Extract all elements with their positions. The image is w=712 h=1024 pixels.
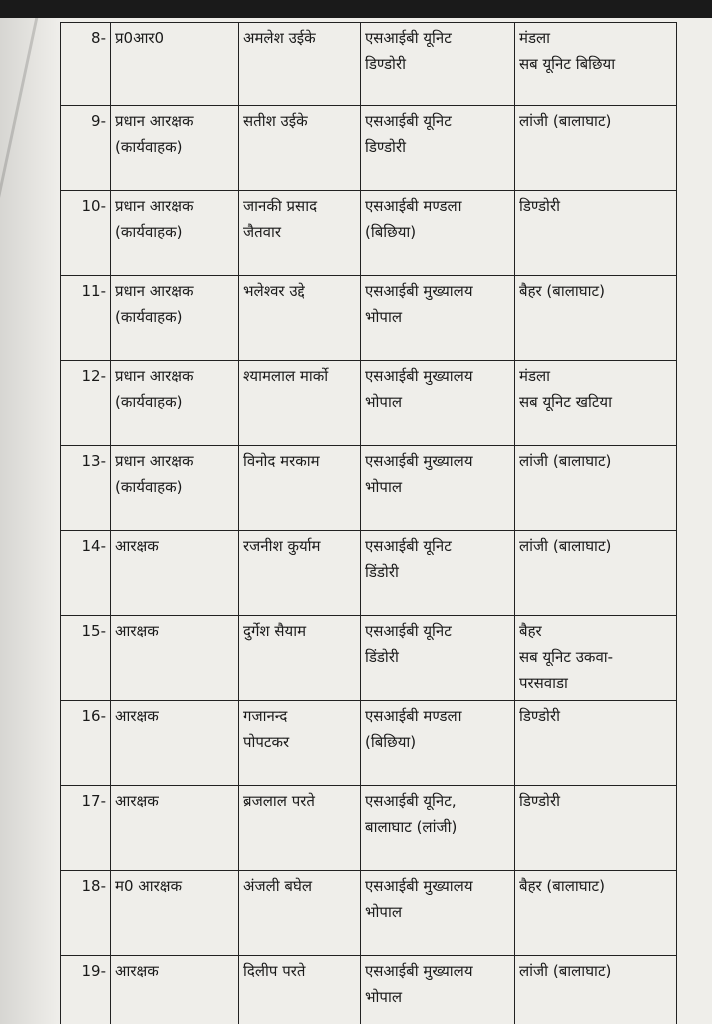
- from-text: एसआईबी मण्डला: [365, 197, 462, 215]
- rank-cell: [111, 191, 239, 276]
- rank-cell: [111, 531, 239, 616]
- from-text: डिण्डोरी: [365, 55, 406, 73]
- transfer-table-body: [61, 23, 677, 1024]
- table-row: [61, 616, 677, 701]
- to-cell: [515, 531, 677, 616]
- rank-text: प्र0आर0: [115, 29, 165, 47]
- serial-number-cell: [61, 446, 111, 531]
- table-row: [61, 361, 677, 446]
- serial-number: 17-: [81, 792, 106, 810]
- from-text: एसआईबी यूनिट: [365, 29, 452, 47]
- serial-number-cell: [61, 786, 111, 871]
- serial-number-cell: [61, 531, 111, 616]
- serial-number: 8-: [91, 29, 106, 47]
- rank-text: आरक्षक: [115, 537, 159, 555]
- to-cell: [515, 361, 677, 446]
- rank-cell: [111, 276, 239, 361]
- name-text: अंजली बघेल: [243, 877, 313, 895]
- from-text: (बिछिया): [365, 733, 417, 751]
- name-text: जानकी प्रसाद: [243, 197, 318, 215]
- from-text: डिंडोरी: [365, 563, 399, 581]
- serial-number-cell: [61, 106, 111, 191]
- to-text: सब यूनिट उकवा-: [519, 648, 614, 666]
- name-cell: [239, 191, 361, 276]
- from-text: एसआईबी यूनिट,: [365, 792, 457, 810]
- serial-number: 11-: [81, 282, 106, 300]
- from-cell: [361, 616, 515, 701]
- rank-text: (कार्यवाहक): [115, 223, 183, 241]
- from-cell: [361, 446, 515, 531]
- name-cell: [239, 531, 361, 616]
- from-text: एसआईबी मुख्यालय: [365, 877, 473, 895]
- table-row: [61, 23, 677, 106]
- rank-text: म0 आरक्षक: [115, 877, 183, 895]
- to-text: सब यूनिट बिछिया: [519, 55, 616, 73]
- table-row: [61, 701, 677, 786]
- rank-cell: [111, 106, 239, 191]
- from-text: एसआईबी यूनिट: [365, 622, 452, 640]
- table-row: [61, 191, 677, 276]
- table-row: [61, 956, 677, 1024]
- from-text: (बिछिया): [365, 223, 417, 241]
- top-bar: [0, 0, 712, 18]
- to-text: बैहर: [519, 622, 542, 640]
- name-text: भलेश्वर उद्दे: [243, 282, 305, 300]
- to-text: लांजी (बालाघाट): [519, 452, 612, 470]
- transfer-table: [60, 22, 677, 1024]
- rank-cell: [111, 956, 239, 1024]
- name-text: अमलेश उईके: [243, 29, 316, 47]
- to-text: लांजी (बालाघाट): [519, 112, 612, 130]
- name-cell: [239, 106, 361, 191]
- from-text: भोपाल: [365, 903, 403, 921]
- to-cell: [515, 956, 677, 1024]
- serial-number: 14-: [81, 537, 106, 555]
- rank-text: प्रधान आरक्षक: [115, 112, 194, 130]
- rank-text: प्रधान आरक्षक: [115, 452, 194, 470]
- name-text: श्यामलाल मार्को: [243, 367, 329, 385]
- rank-cell: [111, 616, 239, 701]
- serial-number: 16-: [81, 707, 106, 725]
- rank-text: आरक्षक: [115, 707, 159, 725]
- name-cell: [239, 956, 361, 1024]
- name-cell: [239, 276, 361, 361]
- to-cell: [515, 446, 677, 531]
- from-cell: [361, 361, 515, 446]
- to-text: सब यूनिट खटिया: [519, 393, 613, 411]
- from-cell: [361, 276, 515, 361]
- name-text: गजानन्द: [243, 707, 288, 725]
- rank-cell: [111, 361, 239, 446]
- to-cell: [515, 871, 677, 956]
- name-text: दुर्गेश सैयाम: [243, 622, 307, 640]
- name-text: पोपटकर: [243, 733, 290, 751]
- from-cell: [361, 531, 515, 616]
- from-text: भोपाल: [365, 308, 403, 326]
- rank-cell: [111, 701, 239, 786]
- to-text: लांजी (बालाघाट): [519, 537, 612, 555]
- from-cell: [361, 106, 515, 191]
- table-row: [61, 786, 677, 871]
- table-row: [61, 276, 677, 361]
- name-cell: [239, 701, 361, 786]
- rank-text: प्रधान आरक्षक: [115, 367, 194, 385]
- from-text: एसआईबी मुख्यालय: [365, 282, 473, 300]
- serial-number-cell: [61, 23, 111, 106]
- from-cell: [361, 23, 515, 106]
- serial-number: 13-: [81, 452, 106, 470]
- name-cell: [239, 786, 361, 871]
- from-text: बालाघाट (लांजी): [365, 818, 458, 836]
- from-text: एसआईबी मुख्यालय: [365, 452, 473, 470]
- serial-number: 19-: [81, 962, 106, 980]
- from-text: एसआईबी मुख्यालय: [365, 367, 473, 385]
- from-text: एसआईबी मुख्यालय: [365, 962, 473, 980]
- rank-text: (कार्यवाहक): [115, 478, 183, 496]
- name-cell: [239, 361, 361, 446]
- from-text: भोपाल: [365, 393, 403, 411]
- serial-number-cell: [61, 701, 111, 786]
- from-cell: [361, 871, 515, 956]
- from-cell: [361, 191, 515, 276]
- name-text: जैतवार: [243, 223, 282, 241]
- from-text: एसआईबी मण्डला: [365, 707, 462, 725]
- rank-text: (कार्यवाहक): [115, 308, 183, 326]
- rank-cell: [111, 786, 239, 871]
- from-text: डिण्डोरी: [365, 138, 406, 156]
- rank-text: आरक्षक: [115, 962, 159, 980]
- serial-number: 15-: [81, 622, 106, 640]
- to-text: लांजी (बालाघाट): [519, 962, 612, 980]
- from-text: भोपाल: [365, 478, 403, 496]
- to-cell: [515, 191, 677, 276]
- name-text: रजनीश कुर्याम: [243, 537, 321, 555]
- rank-cell: [111, 446, 239, 531]
- serial-number-cell: [61, 956, 111, 1024]
- name-text: विनोद मरकाम: [243, 452, 320, 470]
- to-text: बैहर (बालाघाट): [519, 282, 605, 300]
- page-shadow: [0, 18, 60, 1024]
- to-cell: [515, 786, 677, 871]
- name-cell: [239, 616, 361, 701]
- serial-number-cell: [61, 191, 111, 276]
- name-cell: [239, 23, 361, 106]
- from-cell: [361, 956, 515, 1024]
- serial-number: 10-: [81, 197, 106, 215]
- from-text: एसआईबी यूनिट: [365, 537, 452, 555]
- from-text: एसआईबी यूनिट: [365, 112, 452, 130]
- rank-text: (कार्यवाहक): [115, 393, 183, 411]
- to-text: डिण्डोरी: [519, 707, 560, 725]
- to-cell: [515, 276, 677, 361]
- rank-text: आरक्षक: [115, 622, 159, 640]
- to-cell: [515, 106, 677, 191]
- name-cell: [239, 446, 361, 531]
- rank-text: प्रधान आरक्षक: [115, 282, 194, 300]
- rank-text: प्रधान आरक्षक: [115, 197, 194, 215]
- from-cell: [361, 786, 515, 871]
- name-text: सतीश उईके: [243, 112, 308, 130]
- from-text: डिंडोरी: [365, 648, 399, 666]
- rank-text: (कार्यवाहक): [115, 138, 183, 156]
- table-row: [61, 446, 677, 531]
- rank-cell: [111, 871, 239, 956]
- from-text: भोपाल: [365, 988, 403, 1006]
- document-page: [0, 18, 712, 1024]
- serial-number-cell: [61, 871, 111, 956]
- to-cell: [515, 616, 677, 701]
- rank-text: आरक्षक: [115, 792, 159, 810]
- serial-number: 9-: [91, 112, 106, 130]
- table-row: [61, 531, 677, 616]
- to-text: डिण्डोरी: [519, 792, 560, 810]
- serial-number-cell: [61, 616, 111, 701]
- name-text: ब्रजलाल परते: [243, 792, 315, 810]
- to-cell: [515, 23, 677, 106]
- to-text: डिण्डोरी: [519, 197, 560, 215]
- name-cell: [239, 871, 361, 956]
- name-text: दिलीप परते: [243, 962, 306, 980]
- to-text: बैहर (बालाघाट): [519, 877, 605, 895]
- serial-number: 12-: [81, 367, 106, 385]
- serial-number-cell: [61, 361, 111, 446]
- to-cell: [515, 701, 677, 786]
- serial-number: 18-: [81, 877, 106, 895]
- to-text: परसवाडा: [519, 674, 568, 692]
- serial-number-cell: [61, 276, 111, 361]
- rank-cell: [111, 23, 239, 106]
- table-row: [61, 871, 677, 956]
- to-text: मंडला: [519, 29, 551, 47]
- from-cell: [361, 701, 515, 786]
- table-row: [61, 106, 677, 191]
- to-text: मंडला: [519, 367, 551, 385]
